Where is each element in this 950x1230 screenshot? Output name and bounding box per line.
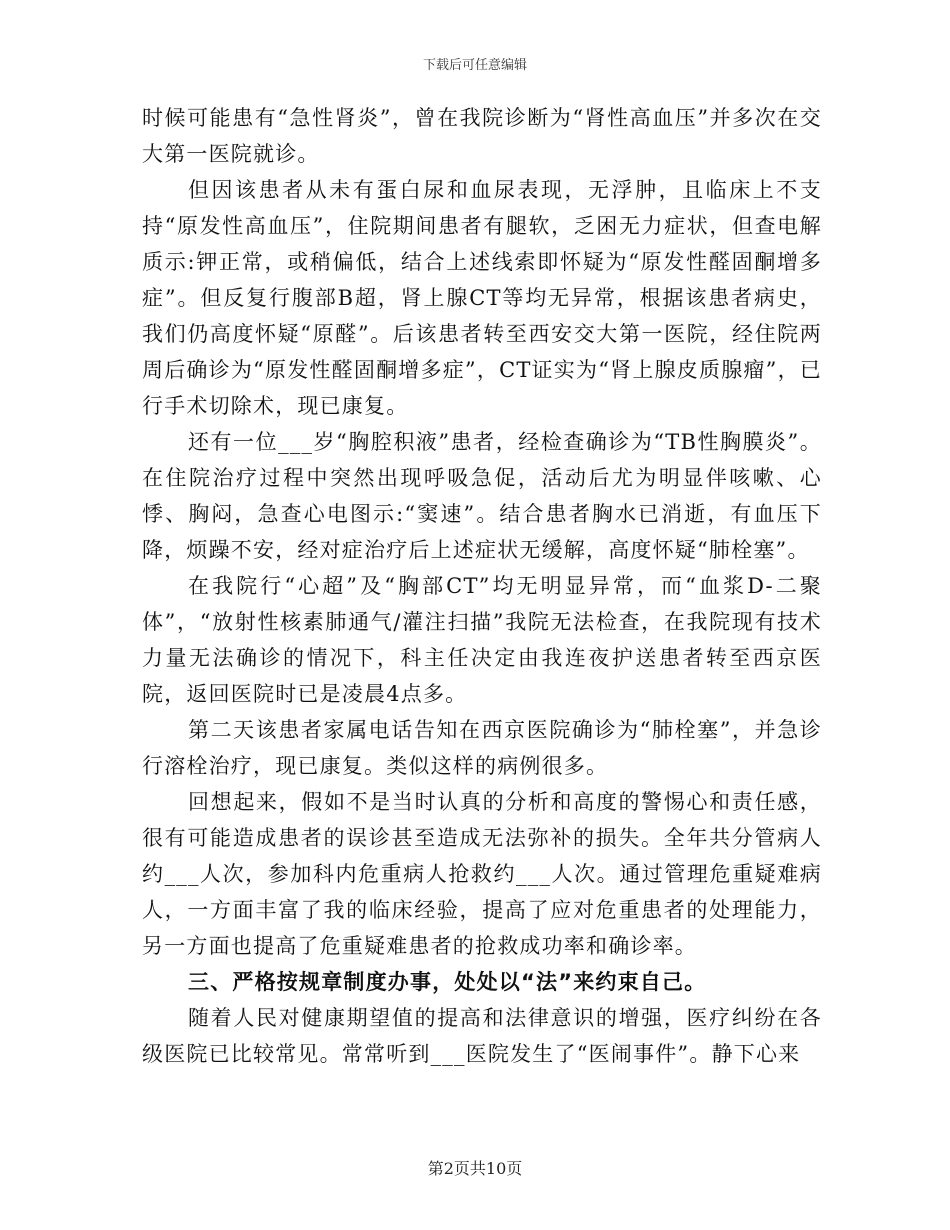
paragraph-3: 还有一位___岁“胸腔积液”患者，经检查确诊为“TB性胸膜炎”。在住院治疗过程中突然出现呼吸急促，活动后尤为明显伴咳嗽、心悸、胸闷，急查心电图示:“窦速”。结合患者胸水已消逝，有血压下降，烦躁不安，经对症治疗后上述症状无缓解，高度怀疑“肺栓塞”。 bbox=[142, 430, 822, 562]
paragraph-7: 随着人民对健康期望值的提高和法律意识的增强，医疗纠纷在各级医院已比较常见。常常听到___医院发生了“医闹事件”。静下心来 bbox=[142, 1006, 822, 1066]
page-header: 下载后可任意编辑 bbox=[422, 58, 527, 73]
document-body bbox=[142, 100, 822, 1072]
page-footer: 第2页共10页 bbox=[427, 1159, 523, 1178]
paragraph-2: 但因该患者从未有蛋白尿和血尿表现，无浮肿，且临床上不支持“原发性高血压”，住院期间患者有腿软，乏困无力症状，但查电解质示:钾正常，或稍偏低，结合上述线索即怀疑为“原发性醛固酮增多症”。但反复行腹部B超，肾上腺CT等均无异常，根据该患者病史，我们仍高度怀疑“原醛”。后该患者转至西安交大第一医院，经住院两周后确诊为“原发性醛固酮增多症”，CT证实为“肾上腺皮质腺瘤”，已行手术切除术，现已康复。 bbox=[142, 178, 822, 418]
section-heading-3: 三、严格按规章制度办事，处处以“法”来约束自己。 bbox=[188, 970, 707, 994]
paragraph-5: 第二天该患者家属电话告知在西京医院确诊为“肺栓塞”，并急诊行溶栓治疗，现已康复。类似这样的病例很多。 bbox=[142, 718, 822, 778]
paragraph-4: 在我院行“心超”及“胸部CT”均无明显异常，而“血浆D-二聚体”，“放射性核素肺通气/灌注扫描”我院无法检查，在我院现有技术力量无法确诊的情况下，科主任决定由我连夜护送患者转至西京医院，返回医院时已是凌晨4点多。 bbox=[142, 574, 822, 706]
paragraph-1: 时候可能患有“急性肾炎”，曾在我院诊断为“肾性高血压”并多次在交大第一医院就诊。 bbox=[142, 106, 822, 166]
paragraph-6: 回想起来，假如不是当时认真的分析和高度的警惕心和责任感，很有可能造成患者的误诊甚至造成无法弥补的损失。全年共分管病人约___人次，参加科内危重病人抢救约___人次。通过管理危重疑难病人，一方面丰富了我的临床经验，提高了应对危重患者的处理能力，另一方面也提高了危重疑难患者的抢救成功率和确诊率。 bbox=[142, 790, 822, 958]
